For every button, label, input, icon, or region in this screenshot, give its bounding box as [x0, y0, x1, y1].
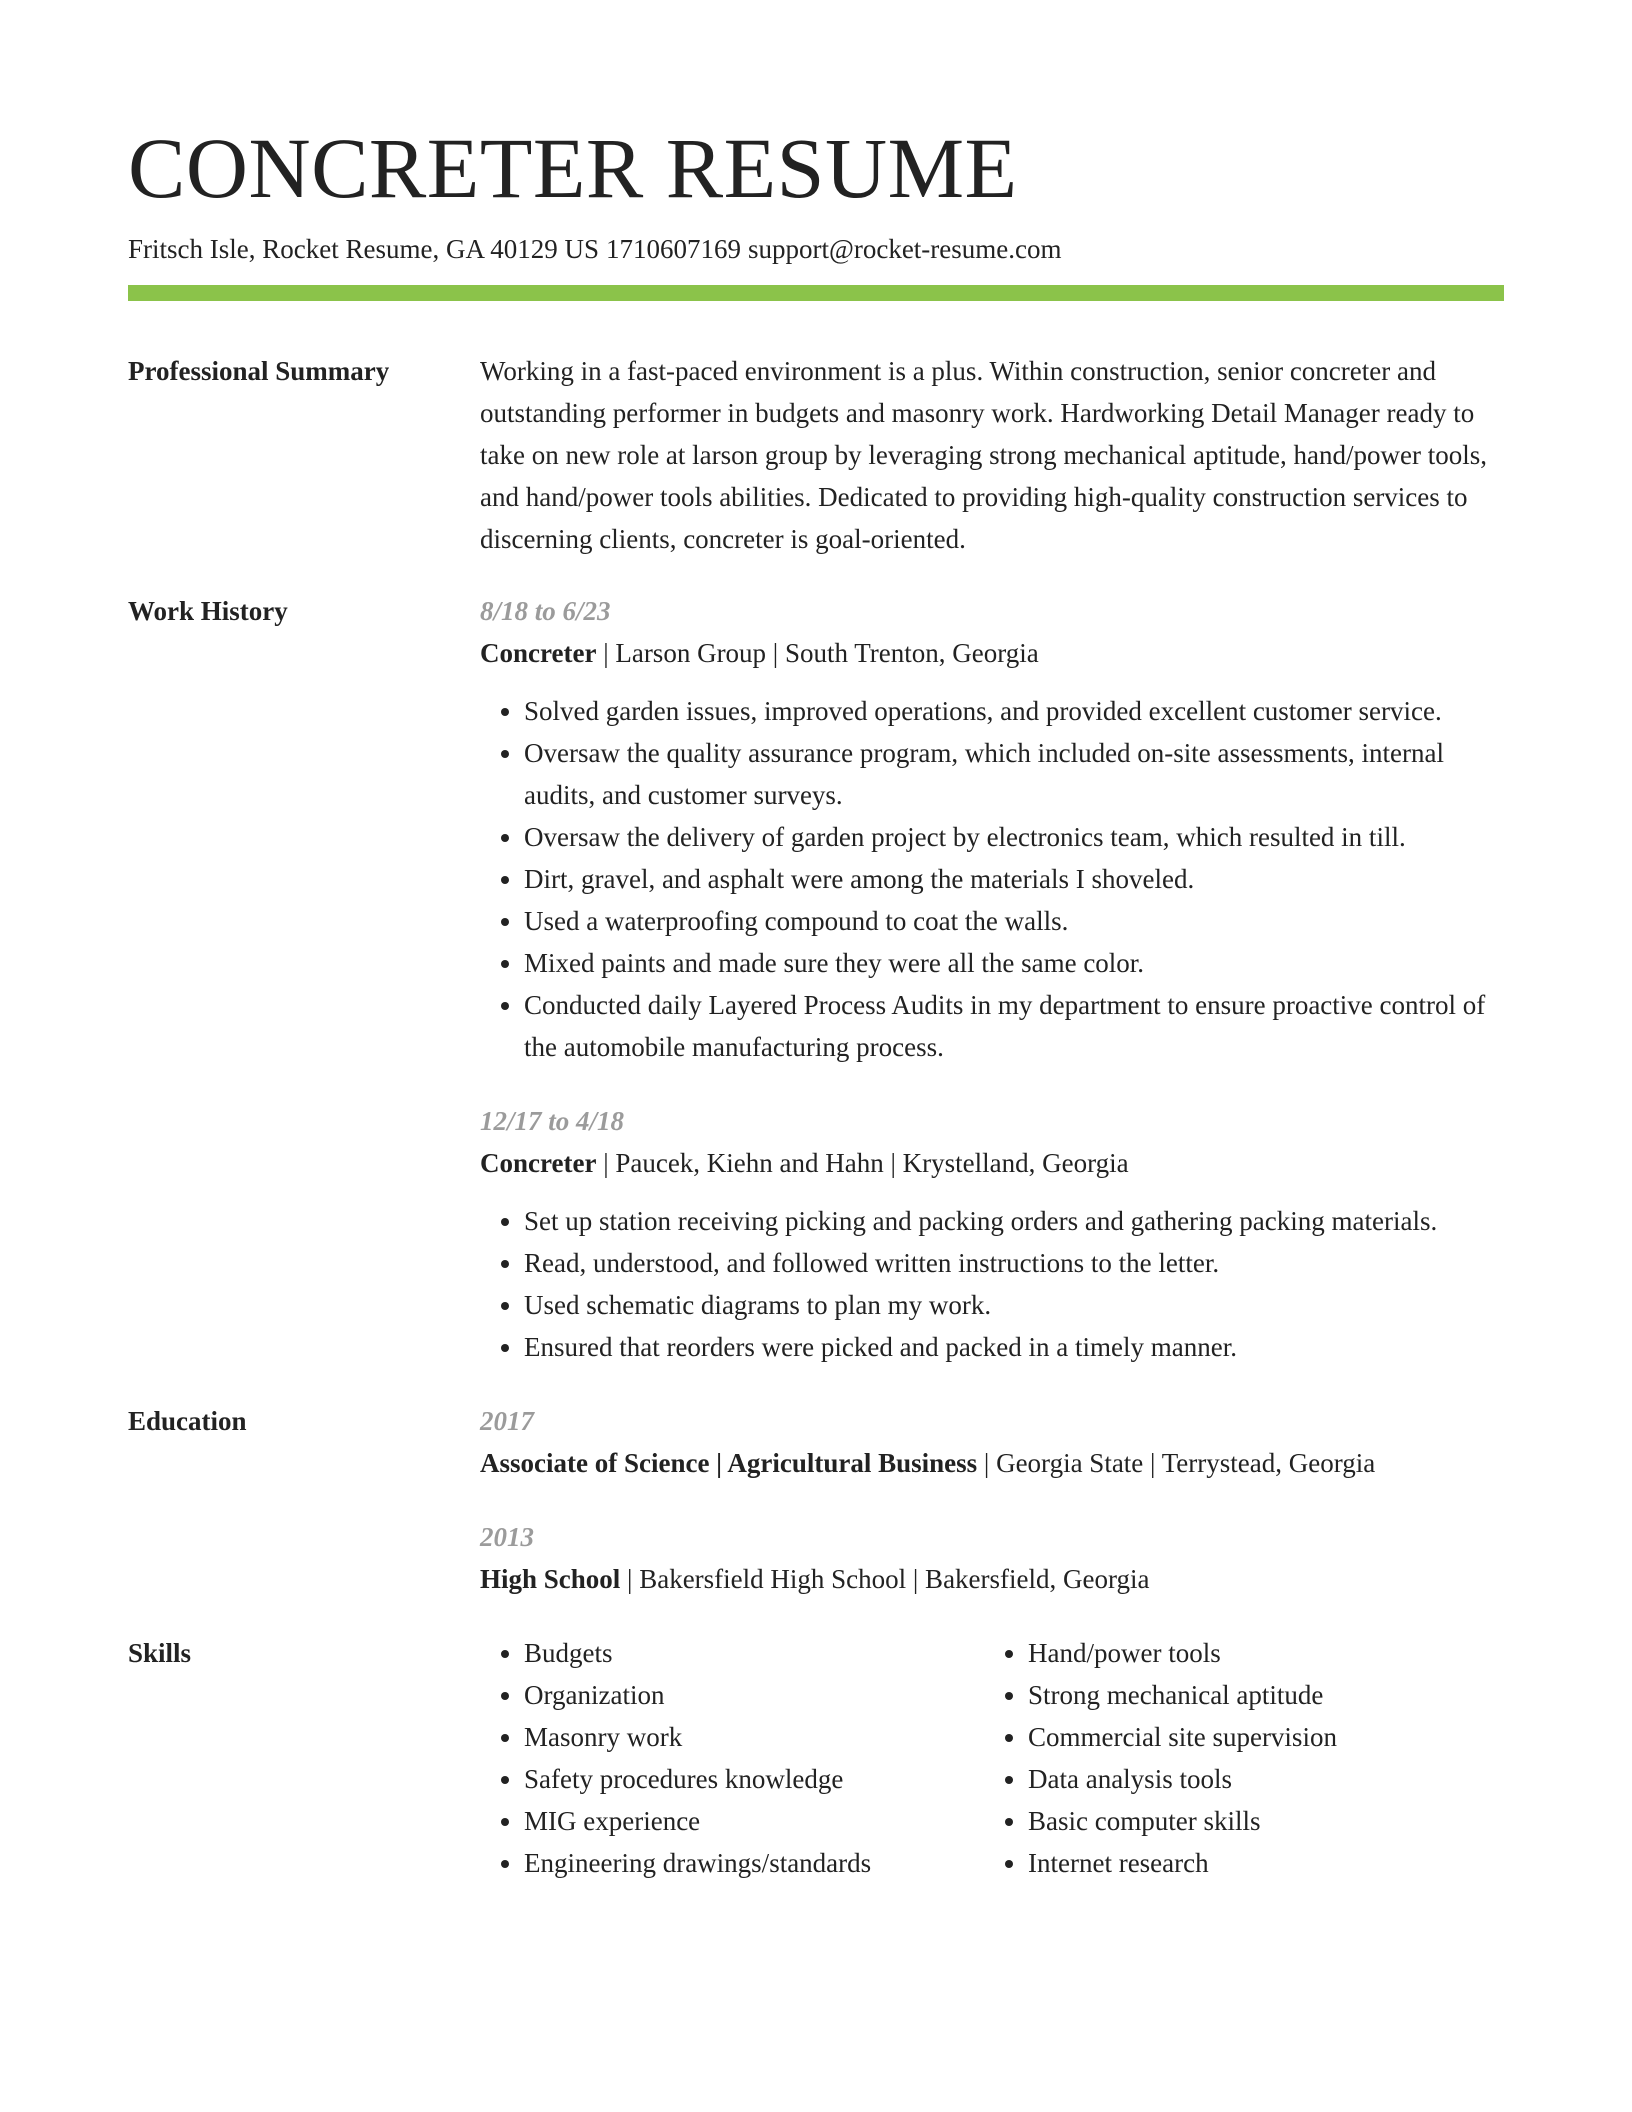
skills-list-left — [480, 1632, 984, 1884]
job-bullet: • Set up station receiving picking and packing orders and gathering packing materials. — [524, 1200, 1504, 1242]
job-entry — [480, 1100, 1504, 1368]
summary-section — [128, 350, 1504, 560]
job-bullet: • Used a waterproofing compound to coat the walls. — [524, 900, 1504, 942]
resume-content — [128, 350, 1504, 1884]
job-bullet: • Ensured that reorders were picked and packed in a timely manner. — [524, 1326, 1504, 1368]
work-history-body — [480, 590, 1504, 1368]
job-role-line — [480, 1142, 1504, 1184]
skill-item: • Commercial site supervision — [1028, 1716, 1528, 1758]
education-entry — [480, 1516, 1504, 1600]
job-bullets — [480, 1200, 1504, 1368]
education-section — [128, 1400, 1504, 1600]
skill-item: • Internet research — [1028, 1842, 1528, 1884]
work-history-section — [128, 590, 1504, 1368]
education-degree: High School — [480, 1564, 621, 1594]
job-role-line — [480, 632, 1504, 674]
skill-item: • Organization — [524, 1674, 984, 1716]
education-details: | Georgia State | Terrystead, Georgia — [977, 1448, 1376, 1478]
job-title: Concreter — [480, 638, 597, 668]
education-degree: Associate of Science | Agricultural Business — [480, 1448, 978, 1478]
job-dates: 8/18 to 6/23 — [480, 596, 611, 626]
job-bullet: • Mixed paints and made sure they were all the same color. — [524, 942, 1504, 984]
skill-item: • Budgets — [524, 1632, 984, 1674]
header-divider — [128, 285, 1504, 301]
education-entry — [480, 1400, 1504, 1484]
job-bullet: • Read, understood, and followed written instructions to the letter. — [524, 1242, 1504, 1284]
contact-address: Fritsch Isle, Rocket Resume, GA 40129 US — [128, 234, 599, 264]
job-bullet: • Conducted daily Layered Process Audits in my department to ensure proactive control of the automobile manufacturing process. — [524, 984, 1504, 1068]
education-body — [480, 1400, 1504, 1600]
skill-item: • Basic computer skills — [1028, 1800, 1528, 1842]
summary-body — [480, 350, 1504, 560]
skills-body — [480, 1632, 1528, 1884]
education-details: | Bakersfield High School | Bakersfield, Georgia — [620, 1564, 1150, 1594]
education-year: 2017 — [480, 1406, 534, 1436]
education-year: 2013 — [480, 1522, 534, 1552]
skill-item: • Strong mechanical aptitude — [1028, 1674, 1528, 1716]
education-line — [480, 1442, 1504, 1484]
skill-item: • Hand/power tools — [1028, 1632, 1528, 1674]
job-dates: 12/17 to 4/18 — [480, 1106, 625, 1136]
skills-list-right — [984, 1632, 1528, 1884]
summary-text: Working in a fast-paced environment is a plus. Within construction, senior concreter and outstanding performer in budgets and masonry work. Hardworking Detail Manager ready to take on new role at larson group by leveraging strong mechanical aptitude, hand/power tools, and hand/power tools abilities. Dedicated to providing high-quality construction services to discerning clients, concreter is goal-oriented. — [480, 356, 1487, 554]
job-title: Concreter — [480, 1148, 597, 1178]
job-details: | Paucek, Kiehn and Hahn | Krystelland, Georgia — [596, 1148, 1129, 1178]
skills-columns — [480, 1632, 1528, 1884]
job-bullets — [480, 690, 1504, 1068]
skill-item: • Engineering drawings/standards — [524, 1842, 984, 1884]
work-history-heading: Work History — [128, 596, 288, 626]
contact-line — [128, 230, 1062, 268]
resume-title: CONCRETER RESUME — [128, 120, 1018, 216]
summary-heading: Professional Summary — [128, 356, 390, 386]
skill-item: • Data analysis tools — [1028, 1758, 1528, 1800]
education-heading: Education — [128, 1406, 247, 1436]
job-bullet: • Used schematic diagrams to plan my work. — [524, 1284, 1504, 1326]
job-bullet: • Oversaw the quality assurance program, which included on-site assessments, internal audits, and customer surveys. — [524, 732, 1504, 816]
job-bullet: • Dirt, gravel, and asphalt were among the materials I shoveled. — [524, 858, 1504, 900]
skill-item: • Masonry work — [524, 1716, 984, 1758]
job-bullet: • Solved garden issues, improved operations, and provided excellent customer service. — [524, 690, 1504, 732]
job-details: | Larson Group | South Trenton, Georgia — [596, 638, 1039, 668]
contact-phone: 1710607169 — [605, 234, 741, 264]
skill-item: • Safety procedures knowledge — [524, 1758, 984, 1800]
skills-section — [128, 1632, 1504, 1884]
job-entry — [480, 590, 1504, 1068]
job-bullet: • Oversaw the delivery of garden project by electronics team, which resulted in till. — [524, 816, 1504, 858]
education-line — [480, 1558, 1504, 1600]
skill-item: • MIG experience — [524, 1800, 984, 1842]
contact-email: support@rocket-resume.com — [747, 234, 1062, 264]
skills-heading: Skills — [128, 1638, 192, 1668]
